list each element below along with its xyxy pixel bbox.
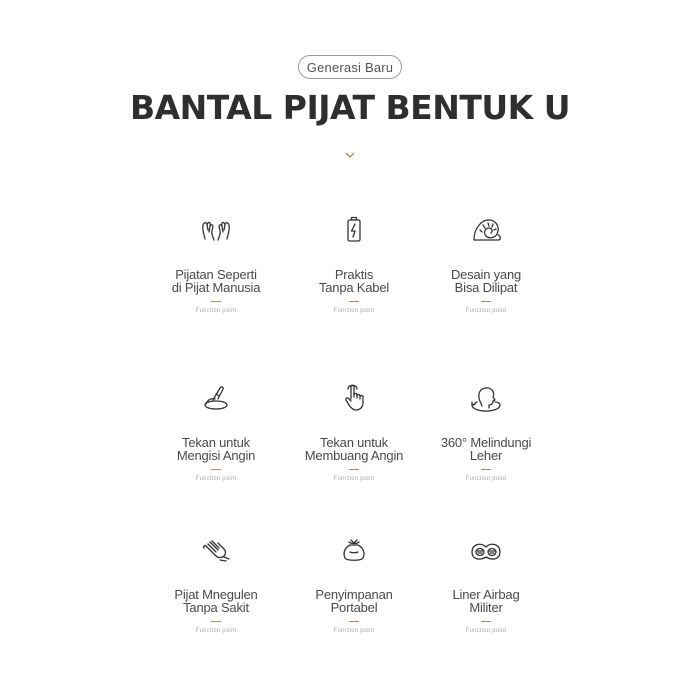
feature-divider	[481, 469, 491, 470]
page-title: BANTAL PIJAT BENTUK U	[129, 88, 570, 127]
feature-divider	[481, 301, 491, 302]
feature-divider	[349, 469, 359, 470]
feature-divider	[349, 301, 359, 302]
feature-divider	[211, 469, 221, 470]
feature-subtitle: Function point	[465, 476, 507, 482]
feature-name: Pijat Mnegulen Tanpa Sakit	[174, 587, 258, 615]
feature-subtitle: Function point	[195, 476, 237, 482]
folded-pillow-icon	[466, 210, 506, 250]
feature-divider	[211, 621, 221, 622]
press-inflate-icon	[196, 378, 236, 418]
feature-subtitle: Function point	[465, 308, 507, 314]
head-rotate-icon	[466, 378, 506, 418]
chevron-down-icon	[344, 150, 356, 160]
feature-subtitle: Function point	[333, 628, 375, 634]
feature-subtitle: Function point	[333, 308, 375, 314]
airbag-liner-icon	[466, 530, 506, 570]
feature-name: 360° Melindungi Leher	[440, 435, 532, 463]
feature-divider	[481, 621, 491, 622]
battery-icon	[334, 210, 374, 250]
feature-name: Penyimpanan Portabel	[315, 587, 393, 615]
massaging-hands-icon	[196, 210, 236, 250]
feature-military-airbag-liner	[401, 530, 571, 634]
feature-360-neck-protection	[401, 378, 571, 482]
feature-name: Praktis Tanpa Kabel	[318, 267, 390, 295]
tap-finger-icon	[334, 378, 374, 418]
feature-name: Liner Airbag Militer	[452, 587, 520, 615]
feature-name: Pijatan Seperti di Pijat Manusia	[171, 267, 261, 295]
feature-subtitle: Function point	[333, 476, 375, 482]
feature-name: Tekan untuk Mengisi Angin	[176, 435, 256, 463]
feature-divider	[211, 301, 221, 302]
feature-subtitle: Function point	[195, 628, 237, 634]
feature-name: Tekan untuk Membuang Angin	[304, 435, 404, 463]
badge-generasi-baru: Generasi Baru	[298, 55, 402, 79]
pouch-bag-icon	[334, 530, 374, 570]
hand-wave-icon	[196, 530, 236, 570]
feature-foldable	[401, 210, 571, 314]
feature-name: Desain yang Bisa Dilipat	[450, 267, 522, 295]
feature-subtitle: Function point	[465, 628, 507, 634]
feature-subtitle: Function point	[195, 308, 237, 314]
feature-divider	[349, 621, 359, 622]
